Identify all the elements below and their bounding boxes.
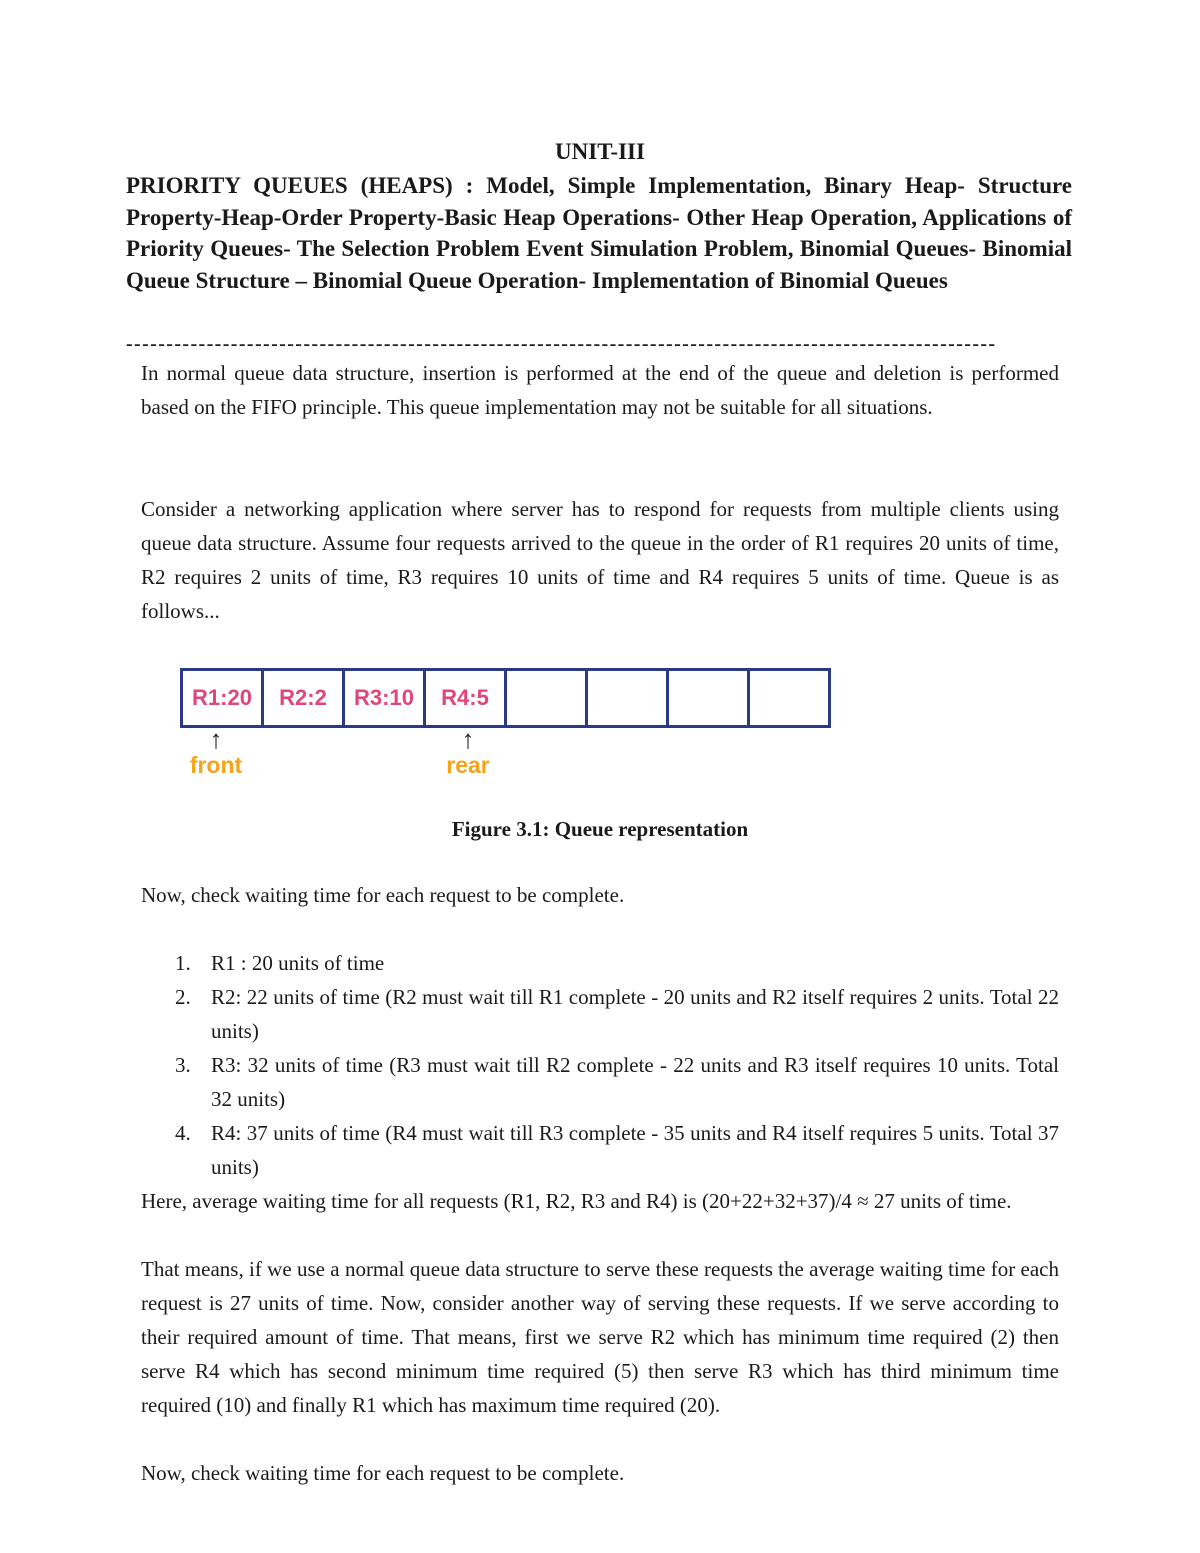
waiting-time-list: [141, 946, 1059, 1184]
unit-title: UNIT-III: [555, 139, 645, 164]
queue-cell: R1:20: [183, 671, 264, 725]
rear-label: rear: [446, 752, 490, 778]
list-text: R1 : 20 units of time: [211, 951, 385, 975]
list-text: R2: 22 units of time (R2 must wait till R1 complete - 20 units and R2 itself requires 2 units. Total 22 units): [211, 985, 1059, 1043]
alternative-order-paragraph: That means, if we use a normal queue data structure to serve these requests the average waiting time for each request is 27 units of time. Now, consider another way of serving these requests. If we serve according to their required amount of time. That means, first we serve R2 which has minimum time required (2) then serve R4 which has second minimum time required (5) then serve R3 which has third minimum time required (10) and finally R1 which has maximum time required (20).: [141, 1257, 1059, 1417]
queue-array: [180, 668, 831, 728]
list-item: [141, 980, 1059, 1048]
queue-cell-empty: [669, 671, 750, 725]
list-text: R4: 37 units of time (R4 must wait till R3 complete - 35 units and R4 itself requires 5 units. Total 37 units): [211, 1121, 1059, 1179]
queue-figure: [180, 668, 840, 793]
list-number: 4.: [175, 1121, 191, 1145]
waiting-time-intro: Now, check waiting time for each request to be complete.: [141, 883, 625, 907]
rear-pointer: [436, 726, 500, 779]
up-arrow-icon: ↑: [461, 724, 475, 754]
front-pointer: [184, 726, 248, 779]
syllabus-heading: PRIORITY QUEUES (HEAPS) : Model, Simple Implementation, Binary Heap- Structure Property-Heap-Order Property-Basic Heap Operations- Other Heap Operation, Applications of Priority Queues- The Selection Problem Event Simulation Problem, Binomial Queues- Binomial Queue Structure – Binomial Queue Operation- Implementation of Binomial Queues: [126, 173, 1072, 293]
networking-example-paragraph: Consider a networking application where server has to respond for requests from multiple clients using queue data structure. Assume four requests arrived to the queue in the order of R1 requires 20 units of time, R2 requires 2 units of time, R3 requires 10 units of time and R4 requires 5 units of time. Queue is as follows...: [141, 497, 1059, 623]
list-number: 3.: [175, 1053, 191, 1077]
queue-cell: R3:10: [345, 671, 426, 725]
up-arrow-icon: ↑: [209, 724, 223, 754]
queue-cell-empty: [588, 671, 669, 725]
queue-cell: R4:5: [426, 671, 507, 725]
queue-cell: R2:2: [264, 671, 345, 725]
list-number: 1.: [175, 951, 191, 975]
list-item: [141, 1116, 1059, 1184]
waiting-time-check-paragraph: Now, check waiting time for each request to be complete.: [141, 1461, 625, 1485]
intro-paragraph: In normal queue data structure, insertion is performed at the end of the queue and deletion is performed based on the FIFO principle. This queue implementation may not be suitable for all situations.: [141, 361, 1059, 419]
average-waiting-paragraph: Here, average waiting time for all requests (R1, R2, R3 and R4) is (20+22+32+37)/4 ≈ 27 units of time.: [141, 1189, 1012, 1213]
section-divider: ------------------------------------------------------------------------------------------------------------: [126, 333, 997, 355]
list-number: 2.: [175, 985, 191, 1009]
list-item: [141, 1048, 1059, 1116]
figure-caption: Figure 3.1: Queue representation: [451, 817, 749, 841]
list-item: [141, 946, 1059, 980]
front-label: front: [189, 752, 243, 778]
list-text: R3: 32 units of time (R3 must wait till R2 complete - 22 units and R3 itself requires 10 units. Total 32 units): [211, 1053, 1059, 1111]
queue-cell-empty: [507, 671, 588, 725]
queue-cell-empty: [750, 671, 828, 725]
